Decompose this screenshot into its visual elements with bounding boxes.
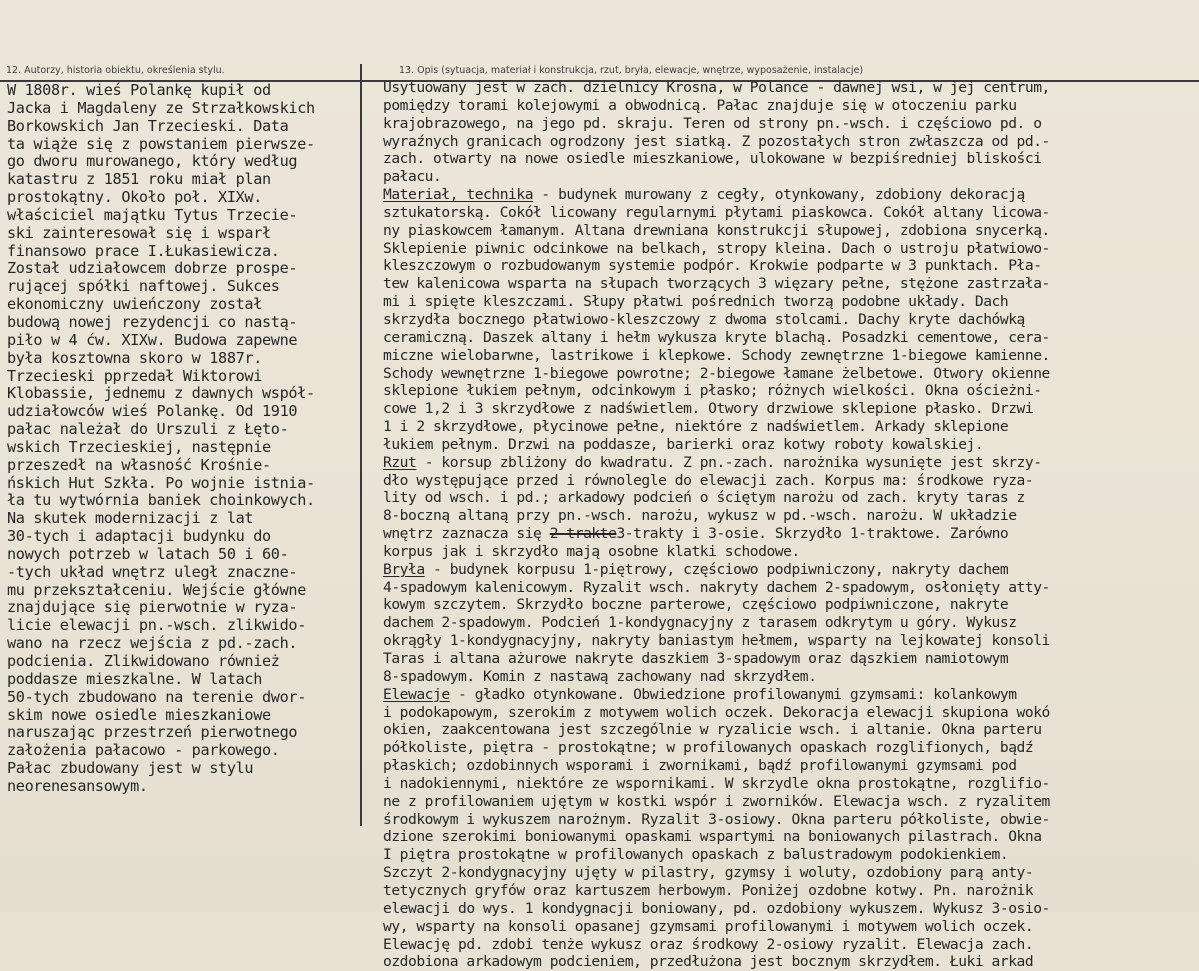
history-line: Pałac zbudowany jest w stylu [7, 759, 254, 778]
history-line: ła tu wytwórnia baniek choinkowych. [7, 491, 315, 510]
description-text-column [383, 79, 1195, 971]
description-line: 1 i 2 skrzydłowe, płycinowe pełne, niektóre z nadświetlem. Arkady sklepione [383, 418, 1009, 436]
description-line: okien, zaakcentowana jest szczególnie w ryzalicie wsch. i altanie. Okna parteru [383, 721, 1042, 739]
description-line: 4-spadowym kalenicowym. Ryzalit wsch. nakryty dachem 2-spadowym, osłonięty atty- [383, 578, 1050, 596]
description-line: 8-boczną altaną przy pn.-wsch. narożu, wykusz w pd.-wsch. narożu. W układzie [383, 507, 1017, 525]
description-line: pałacu. [383, 168, 442, 186]
history-line: Trzecieski pprzedał Wiktorowi [7, 366, 263, 385]
history-line: 50-tych zbudowano na terenie dwor- [7, 687, 306, 706]
description-line: elewacji do wys. 1 kondygnacji boniowany, pd. ozdobiony wykuszem. Wykusz 3-osio- [383, 899, 1050, 917]
history-line: była kosztowna skoro w 1887r. [7, 348, 263, 367]
description-line: mi i spięte kleszczami. Słupy płatwi pośrednich tworzą podobne układy. Dach [383, 293, 1009, 311]
description-line: i nadokiennymi, niektóre ze wspornikami. W skrzydle okna prostokątne, rozglifio- [383, 774, 1050, 792]
description-line: wyraźnych granicach ogrodzony jest siatką. Z pozostałych stron zwłaszcza od pd.- [383, 132, 1050, 150]
description-line: kleszczowym o rozbudowanym systemie podpór. Krokwie podparte w 3 punktach. Pła- [383, 257, 1042, 275]
history-line: Jacka i Magdaleny ze Strzałkowskich [7, 98, 315, 117]
description-line: krajobrazowego, na jego pd. skraju. Teren od strony pn.-wsch. i częściowo pd. o [383, 114, 1042, 132]
description-line: dzione szerokimi boniowanymi opaskami wspartymi na boniowanych pilastrach. Okna [383, 828, 1042, 846]
description-line: Bryła - budynek korpusu 1-piętrowy, częściowo podpiwniczony, nakryty dachem [383, 560, 1009, 578]
description-line: ny piaskowcem łamanym. Altana drewniana konstrukcji słupowej, zdobiona snycerką. [383, 221, 1050, 239]
section-heading: Rzut [383, 453, 417, 471]
description-line: I piętra prostokątne w profilowanych opaskach z balustradowym podokienkiem. [383, 846, 1009, 864]
history-line: poddasze mieszkalne. W latach [7, 669, 263, 688]
history-line: przeszedł na własność Krośnie- [7, 455, 271, 474]
history-line: neorenesansowym. [7, 776, 148, 795]
description-line: cowe 1,2 i 3 skrzydłowe z nadświetlem. Otwory drzwiowe sklepione płasko. Drzwi [383, 400, 1034, 418]
description-line: sztukatorską. Cokół licowany regularnymi płytami piaskowca. Cokół altany licowa- [383, 203, 1050, 221]
description-line: wy, wsparty na konsoli opasanej gzymsami profilowanymi i motywem wolich oczek. [383, 917, 1034, 935]
history-line: założenia pałacowo - parkowego. [7, 741, 280, 760]
history-line: katastru z 1851 roku miał plan [7, 170, 271, 189]
history-line: mu przekształceniu. Wejście główne [7, 580, 306, 599]
history-line: prostokątny. Około poł. XIXw. [7, 188, 263, 207]
description-line: Elewacje - gładko otynkowane. Obwiedzione profilowanymi gzymsami: kolankowym [383, 685, 1017, 703]
history-line: licie elewacji pn.-wsch. zlikwido- [7, 616, 306, 635]
description-line: tew kalenicowa wsparta na słupach tworzących 3 więzary pełne, stężone zastrzała- [383, 275, 1050, 293]
description-line: płaskich; ozdobinnych wsporami i zwornikami, bądź profilowanymi gzymsami pod [383, 757, 1017, 775]
section-heading: Elewacje [383, 685, 450, 703]
history-text-column [7, 82, 362, 796]
description-line: ceramiczną. Daszek altany i hełm wykusza kryte blachą. Posadzki cementowe, cera- [383, 328, 1050, 346]
description-line: półkoliste, piętra - prostokątne; w profilowanych opaskach rozglifionych, bądź [383, 739, 1034, 757]
history-line: udziałowców wieś Polankę. Od 1910 [7, 402, 298, 421]
right-column-header: 13. Opis (sytuacja, materiał i konstrukcja, rzut, bryła, elewacje, wnętrze, wyposażenie, instalacje) [399, 65, 864, 76]
history-line: podcienia. Zlikwidowano również [7, 652, 280, 670]
description-line: tetycznych gryfów oraz kartuszem herbowym. Poniżej ozdobne kotwy. Pn. narożnik [383, 881, 1034, 899]
description-line: wnętrz zaznacza się 2-trakte3-trakty i 3-osie. Skrzydło 1-traktowe. Zarówno [383, 525, 1009, 543]
history-line: Został udziałowcem dobrze prospe- [7, 259, 298, 278]
description-line: dło występujące przed i równolegle do elewacji zach. Korpus ma: środkowe ryza- [383, 471, 1034, 489]
description-line: 8-spadowym. Komin z nastawą zachowany nad skrzydłem. [383, 667, 817, 685]
history-line: -tych układ wnętrz uległ znaczne- [7, 562, 298, 581]
description-line: łukiem pełnym. Drzwi na poddasze, barierki oraz kotwy roboty kowalskiej. [383, 435, 984, 453]
history-line: finansowo prace I.Łukasiewicza. [7, 241, 280, 260]
history-line: Borkowskich Jan Trzecieski. Data [7, 116, 289, 135]
history-line: piło w 4 ćw. XIXw. Budowa zapewne [7, 330, 298, 349]
description-line: okrągły 1-kondygnacyjny, nakryty baniastym hełmem, wsparty na lejkowatej konsoli [383, 632, 1050, 650]
history-line: znajdujące się pierwotnie w ryza- [7, 598, 298, 617]
left-column-header: 12. Autorzy, historia obiektu, określenia stylu. [6, 65, 225, 76]
history-line: właściciel majątku Tytus Trzecie- [7, 205, 298, 224]
history-line: Klobassie, jednemu z dawnych współ- [7, 384, 315, 403]
description-line: ne z profilowaniem ujętym w kostki wspór i zworników. Elewacja wsch. z ryzalitem [383, 792, 1050, 810]
description-line: środkowym i wykuszem narożnym. Ryzalit 3-osiowy. Okna parteru półkoliste, obwie- [383, 810, 1050, 828]
description-line: Taras i altana ażurowe nakryte daszkiem 3-spadowym oraz dąszkiem namiotowym [383, 650, 1009, 667]
history-line: ski zainteresował się i wsparł [7, 223, 271, 242]
history-line: wano na rzecz wejścia z pd.-zach. [7, 634, 298, 653]
history-line: budową nowej rezydencji co nastą- [7, 312, 298, 331]
description-line: pomiędzy torami kolejowymi a obwodnicą. Pałac znajduje się w otoczeniu parku [383, 96, 1017, 114]
history-line: 30-tych i adaptacji budynku do [7, 527, 271, 546]
description-line: Usytuowany jest w zach. dzielnicy Krosna, w Polance - dawnej wsi, w jej centrum, [383, 79, 1050, 96]
description-line: i podokapowym, szerokim z motywem wolich oczek. Dekoracja elewacji skupiona wokó [383, 703, 1050, 721]
struck-out-word: 2-trakte [549, 525, 617, 543]
history-line: go dworu murowanego, który według [7, 152, 298, 171]
description-line: Rzut - korsup zbliżony do kwadratu. Z pn.-zach. narożnika wysunięte jest skrzy- [383, 453, 1042, 471]
history-line: pałac należał do Urszuli z Łęto- [7, 420, 289, 439]
after-strike-text: 3-trakty i 3-osie. Skrzydło 1-traktowe. Zarówno [616, 525, 1009, 543]
description-line: ozdobiona arkadowym podcieniem, przedłużona jest bocznym skrzydłem. Łuki arkad [383, 953, 1034, 971]
description-line: sklepione łukiem pełnym, odcinkowym i płasko; różnych wielkości. Okna ościeżni- [383, 382, 1042, 400]
description-line: Elewację pd. zdobi tenże wykusz oraz środkowy 2-osiowy ryzalit. Elewacja zach. [383, 935, 1034, 953]
history-line: wskich Trzecieskiej, następnie [7, 437, 271, 456]
history-line: nowych potrzeb w latach 50 i 60- [7, 544, 289, 563]
description-line: zach. otwarty na nowe osiedle mieszkaniowe, ulokowane w bezpiśredniej bliskości [383, 150, 1042, 168]
description-line: Materiał, technika - budynek murowany z cegły, otynkowany, zdobiony dekoracją [383, 186, 1025, 204]
history-line: rującej spółki naftowej. Sukces [7, 277, 280, 296]
history-line: Na skutek modernizacji z lat [7, 509, 254, 528]
description-line: lity od wsch. i pd.; arkadowy podcień o ściętym narożu od zach. kryty taras z [383, 489, 1025, 507]
section-heading: Bryła [383, 560, 425, 578]
history-line: skim nowe osiedle mieszkaniowe [7, 705, 271, 724]
description-line: Sklepienie piwnic odcinkowe na belkach, stropy kleina. Dach o ustroju płatwiowo- [383, 239, 1050, 257]
description-line: kowym szczytem. Skrzydło boczne parterowe, częściowo podpiwniczone, nakryte [383, 596, 1009, 614]
history-line: ńskich Hut Szkła. Po wojnie istnia- [7, 473, 315, 492]
description-line: Szczyt 2-kondygnacyjny ujęty w pilastry, gzymsy i woluty, ozdobiony parą anty- [383, 864, 1034, 882]
history-line: naruszając przestrzeń pierwotnego [7, 723, 298, 742]
history-line: W 1808r. wieś Polankę kupił od [7, 81, 271, 99]
description-line: Schody wewnętrzne 1-biegowe powrotne; 2-biegowe łamane żelbetowe. Otwory okienne [383, 364, 1050, 382]
history-line: ekonomiczny uwieńczony został [7, 295, 263, 314]
section-heading: Materiał, technika [383, 186, 534, 204]
description-line: korpus jak i skrzydło mają osobne klatki schodowe. [383, 542, 800, 560]
description-line: skrzydła bocznego płatwiowo-kleszczowy z dwoma stolcami. Dachy kryte dachówką [383, 310, 1025, 328]
description-line: miczne wielobarwne, lastrikowe i klepkowe. Schody zewnętrzne 1-biegowe kamienne. [383, 346, 1050, 364]
description-line: dachem 2-spadowym. Podcień 1-kondygnacyjny z tarasem odkrytym u góry. Wykusz [383, 614, 1017, 632]
history-line: ta wiąże się z powstaniem pierwsze- [7, 134, 315, 153]
